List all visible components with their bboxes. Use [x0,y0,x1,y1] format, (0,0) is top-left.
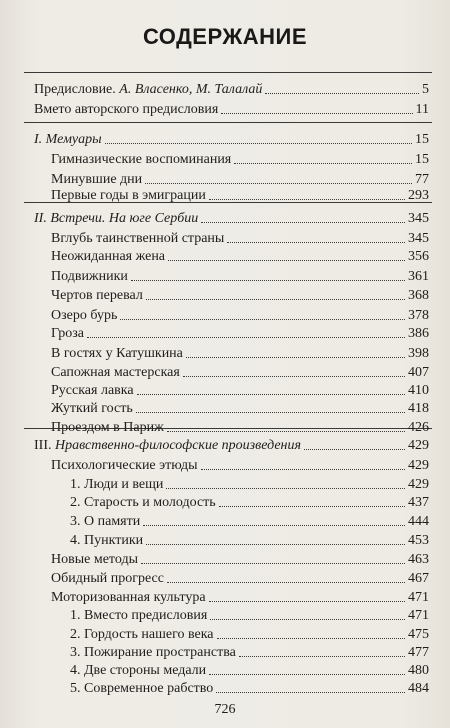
toc-entry-label: II. Встречи. На юге Сербии [34,211,199,226]
toc-subentry[interactable] [70,491,429,511]
toc-entry[interactable] [51,284,429,304]
toc-entry-label: III. Нравственно-философские произведения [34,438,301,453]
toc-entry[interactable] [51,379,429,399]
toc-entry-label: Жуткий гость [51,401,133,416]
dot-leader [239,655,405,657]
toc-entry-label: 4. Две стороны медали [70,663,207,678]
toc-section-heading[interactable] [34,128,429,148]
toc-entry[interactable] [51,148,429,168]
toc-entry-page: 345 [408,231,429,246]
toc-entry[interactable] [51,227,429,247]
dot-leader [168,259,405,261]
toc-entry[interactable] [51,304,429,324]
toc-entry-page: 484 [408,681,429,696]
toc-entry-label: Обидный прогресс [51,571,164,586]
toc-entry-label: Психологические этюды [51,458,198,473]
toc-entry-label: 5. Современное рабство [70,681,214,696]
toc-entry-page: 480 [408,663,429,678]
toc-entry-page: 444 [408,514,429,529]
toc-entry-label: 3. Пожирание пространства [70,645,236,660]
toc-entry-page: 477 [408,645,429,660]
toc-entry-page: 437 [408,495,429,510]
dot-leader [183,375,405,377]
dot-leader [217,637,405,639]
toc-entry-label: 1. Люди и вещи [70,477,164,492]
toc-entry-page: 467 [408,571,429,586]
toc-entry[interactable] [51,567,429,587]
toc-entry-page: 368 [408,288,429,303]
toc-entry-page: 426 [408,420,429,435]
toc-entry-label: Сапожная мастерская [51,365,180,380]
dot-leader [167,581,405,583]
toc-entry[interactable] [34,98,429,118]
toc-entry-label: Подвижники [51,269,128,284]
toc-entry[interactable] [51,397,429,417]
dot-leader [201,221,405,223]
dot-leader [120,318,405,320]
page-number: 726 [214,702,236,717]
toc-entry[interactable] [51,322,429,342]
dot-leader [201,468,405,470]
dot-leader [209,600,405,602]
toc-subentry[interactable] [70,473,429,493]
toc-entry[interactable] [51,184,429,204]
toc-entry[interactable] [51,342,429,362]
toc-entry-label: Гроза [51,326,84,341]
toc-entry-label: Озеро бурь [51,308,118,323]
dot-leader [209,198,405,200]
dot-leader [219,505,405,507]
dot-leader [105,142,412,144]
dot-leader [146,298,405,300]
dot-leader [166,487,405,489]
toc-entry-page: 361 [408,269,429,284]
dot-leader [186,356,405,358]
toc-entry-page: 293 [408,188,429,203]
toc-entry-label: 2. Старость и молодость [70,495,216,510]
dot-leader [221,112,412,114]
toc-entry[interactable] [51,361,429,381]
toc-entry-page: 77 [415,172,429,187]
toc-entry-label: Вмето авторского предисловия [34,102,219,117]
toc-entry-page: 386 [408,326,429,341]
toc-entry-page: 410 [408,383,429,398]
dot-leader [141,562,405,564]
toc-entry-label: Чертов перевал [51,288,143,303]
toc-subentry[interactable] [70,529,429,549]
toc-entry-page: 463 [408,552,429,567]
toc-subentry[interactable] [70,677,429,697]
dot-leader [131,279,405,281]
toc-entry[interactable] [51,548,429,568]
toc-entry-page: 15 [415,132,429,147]
toc-subentry[interactable] [70,604,429,624]
toc-entry-label: В гостях у Катушкина [51,346,183,361]
dot-leader [216,691,405,693]
toc-entry-label: Моторизованная культура [51,590,206,605]
toc-entry-label: Неожиданная жена [51,249,166,264]
dot-leader [234,162,412,164]
section-divider [24,122,432,123]
toc-entry-page: 429 [408,477,429,492]
dot-leader [209,673,405,675]
toc-entry-label: Русская лавка [51,383,134,398]
toc-section-heading[interactable] [34,434,429,454]
toc-entry-label: 4. Пунктики [70,533,144,548]
toc-subentry[interactable] [70,510,429,530]
dot-leader [265,92,419,94]
dot-leader [227,241,405,243]
toc-entry-label: 1. Вместо предисловия [70,608,208,623]
toc-entry[interactable] [51,416,429,436]
toc-entry[interactable] [51,454,429,474]
dot-leader [167,430,405,432]
dot-leader [304,448,405,450]
toc-entry-label: Минувшие дни [51,172,143,187]
toc-section-heading[interactable] [34,207,429,227]
toc-entry-page: 356 [408,249,429,264]
toc-entry-label: 2. Гордость нашего века [70,627,214,642]
toc-entry[interactable] [51,586,429,606]
dot-leader [137,393,405,395]
toc-entry-page: 398 [408,346,429,361]
toc-entry[interactable] [51,265,429,285]
toc-entry-page: 429 [408,458,429,473]
toc-entry-label: 3. О памяти [70,514,141,529]
toc-entry-page: 453 [408,533,429,548]
toc-entry-page: 475 [408,627,429,642]
toc-entry-page: 429 [408,438,429,453]
toc-entry-page: 418 [408,401,429,416]
page-title: СОДЕРЖАНИЕ [142,24,308,49]
toc-entry-label: I. Мемуары [34,132,102,147]
toc-entry-page: 15 [415,152,429,167]
toc-entry-page: 471 [408,590,429,605]
toc-entry-page: 11 [415,102,429,117]
toc-entry[interactable] [51,245,429,265]
toc-entry-label: Первые годы в эмиграции [51,188,206,203]
toc-entry-label: Вглубь таинственной страны [51,231,225,246]
dot-leader [136,411,405,413]
toc-entry-page: 471 [408,608,429,623]
dot-leader [146,543,405,545]
toc-subentry[interactable] [70,641,429,661]
toc-entry-label: Новые методы [51,552,138,567]
toc-entry-label: Предисловие. А. Власенко, М. Талалай [34,82,263,97]
toc-subentry[interactable] [70,659,429,679]
toc-entry-label: Гимназические воспоминания [51,152,232,167]
toc-entry[interactable] [34,78,429,98]
toc-entry-page: 5 [422,82,429,97]
dot-leader [210,618,405,620]
section-divider [24,72,432,73]
toc-entry-page: 378 [408,308,429,323]
toc-subentry[interactable] [70,623,429,643]
dot-leader [87,336,405,338]
toc-entry-page: 407 [408,365,429,380]
dot-leader [143,524,405,526]
toc-entry-label: Проездом в Париж [51,420,164,435]
toc-entry-page: 345 [408,211,429,226]
